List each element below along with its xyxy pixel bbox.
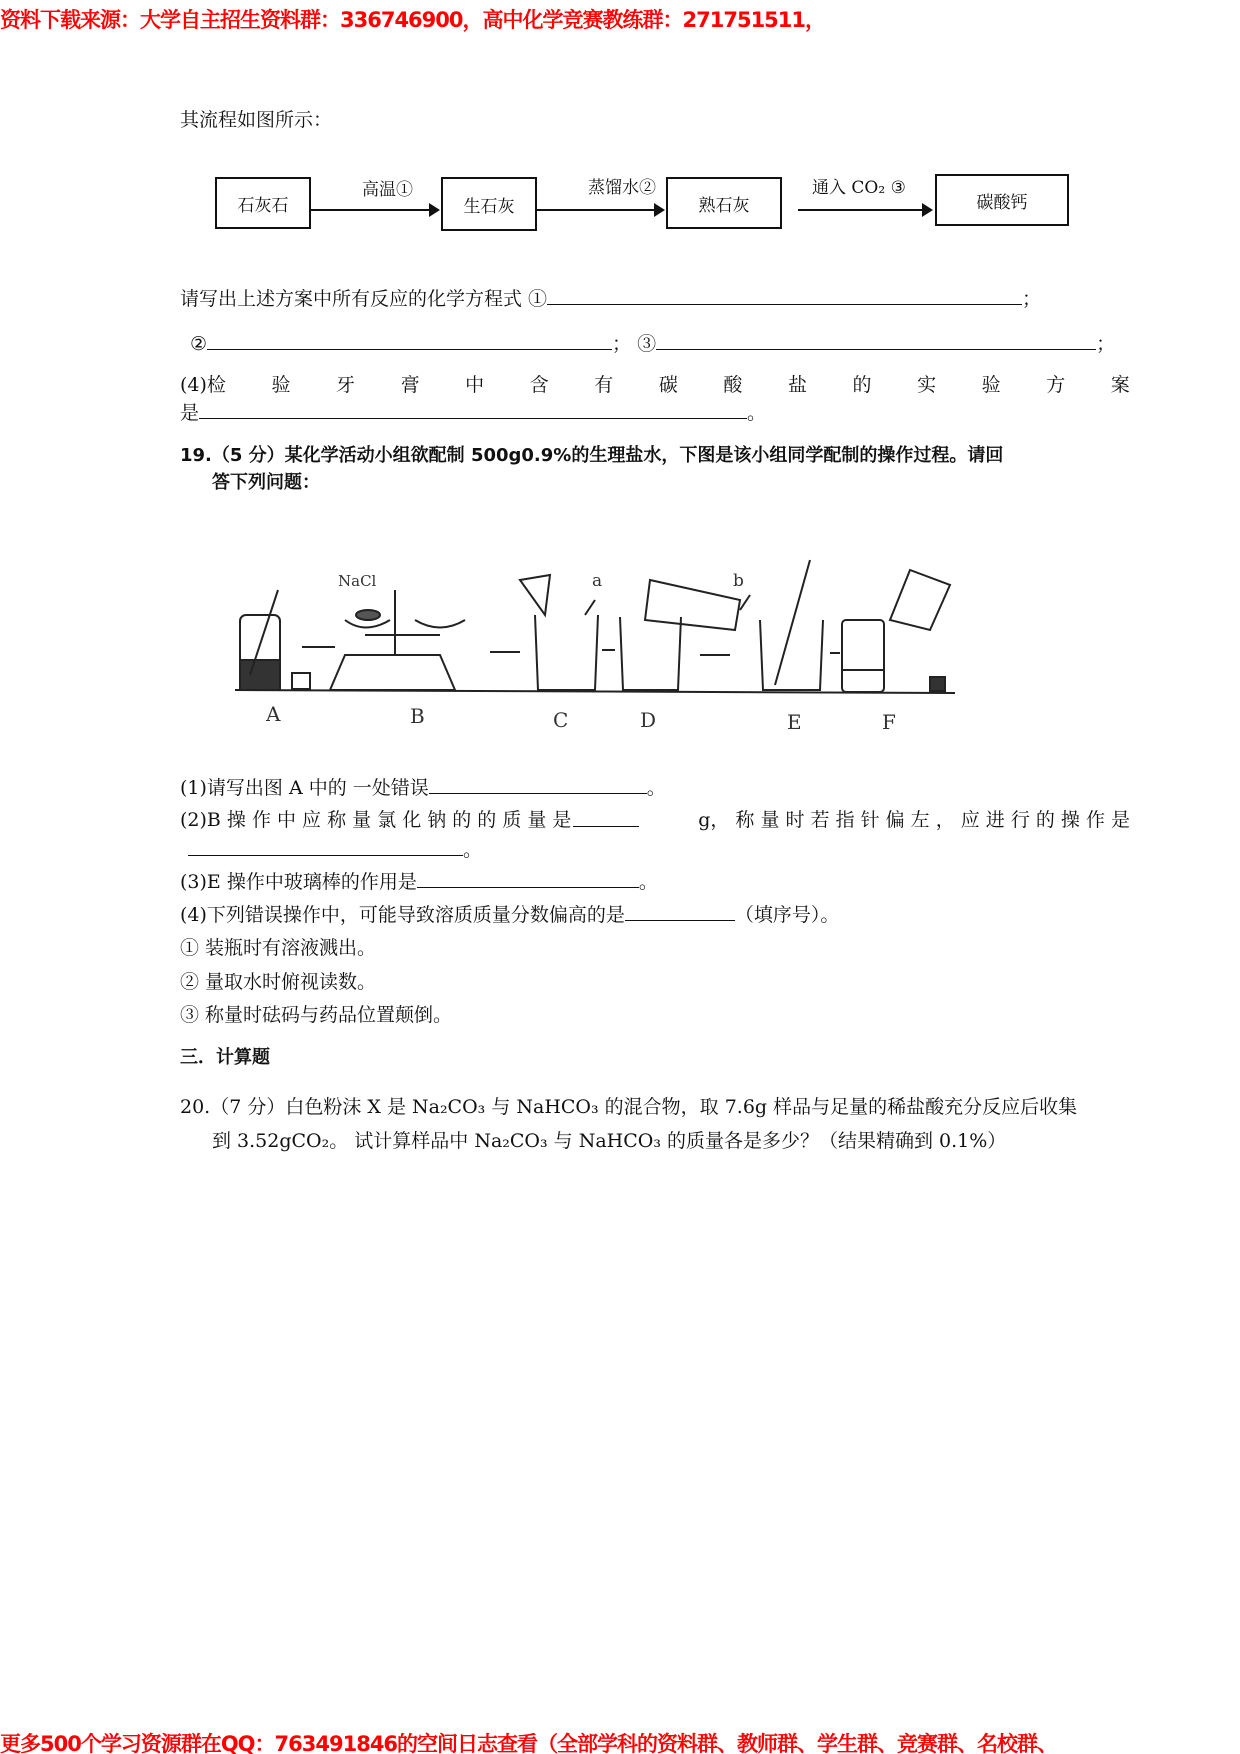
- char: 验: [981, 374, 1001, 396]
- text: 是: [180, 402, 200, 424]
- q19-part3: [180, 869, 658, 894]
- q19-part2-line2: [188, 837, 482, 862]
- text: (4)下列错误操作中，可能导致溶质质量分数偏高的是: [180, 904, 625, 926]
- bottle-F: [842, 570, 950, 692]
- balance-B: [330, 590, 465, 690]
- flow-label-1: 高温①: [362, 180, 413, 200]
- header-banner: 资料下载来源：大学自主招生资料群：336746900，高中化学竞赛教练群：271751511，: [0, 8, 826, 32]
- lab-procedure-figure: [230, 555, 970, 735]
- flow-arrow-3: [798, 209, 931, 211]
- figure-label-C: C: [553, 708, 569, 732]
- char: 验: [271, 374, 291, 396]
- q18-part4-line-2: [180, 400, 766, 425]
- answer-blank-3[interactable]: [656, 331, 1096, 350]
- answer-blank-1[interactable]: [547, 286, 1022, 305]
- separator: ；: [612, 333, 632, 355]
- q19-title: 19.（5 分）某化学活动小组欲配制 500g0.9%的生理盐水，下图是该小组同学配制的操作过程。请回: [180, 445, 1004, 466]
- char: (4)检: [180, 374, 226, 396]
- char: 酸: [723, 374, 743, 396]
- char: 中: [465, 374, 485, 396]
- text: (3)E 操作中玻璃棒的作用是: [180, 871, 417, 893]
- beaker-E: [760, 560, 823, 690]
- q19-part2: [180, 808, 1130, 832]
- beaker-C: [520, 575, 598, 690]
- equations-prompt: 请写出上述方案中所有反应的化学方程式 ①: [180, 288, 548, 310]
- text: 。: [638, 871, 658, 893]
- char: 的: [852, 374, 872, 396]
- option-3: ③ 称量时砝码与药品位置颠倒。: [180, 1004, 453, 1026]
- text: （填序号）。: [734, 904, 840, 926]
- char: 有: [594, 374, 614, 396]
- q20-line1: 20.（7 分）白色粉沫 X 是 Na₂CO₃ 与 NaHCO₃ 的混合物，取 7.6g 样品与足量的稀盐酸充分反应后收集: [180, 1096, 1078, 1118]
- figure-label-E: E: [787, 710, 802, 734]
- text: (1)请写出图 A 中的 一处错误: [180, 777, 429, 799]
- text: g， 称 量 时 若 指 针 偏 左 ， 应 进 行 的 操 作 是: [698, 809, 1130, 831]
- text: 。: [463, 839, 483, 861]
- annotation-a: a: [592, 571, 603, 591]
- flow-box-quicklime: 生石灰: [441, 177, 537, 231]
- mark-2: ②: [190, 333, 208, 355]
- answer-blank[interactable]: [573, 808, 639, 827]
- flow-label-2: 蒸馏水②: [588, 178, 656, 198]
- flow-box-calcium-carbonate: 碳酸钙: [935, 174, 1069, 226]
- answer-blank[interactable]: [429, 775, 647, 794]
- flow-intro: 其流程如图所示：: [180, 109, 333, 131]
- q19-part1: [180, 775, 666, 800]
- answer-blank[interactable]: [417, 869, 639, 888]
- figure-label-F: F: [882, 710, 896, 734]
- q18-equations-line: [180, 286, 1041, 311]
- nacl-annotation: NaCl: [338, 572, 377, 590]
- text: (2)B 操 作 中 应 称 量 氯 化 钠 的 的 质 量 是: [180, 809, 572, 831]
- option-1: ① 装瓶时有溶液溅出。: [180, 937, 377, 959]
- char: 含: [529, 374, 549, 396]
- flow-arrow-2: [536, 209, 663, 211]
- q20-line2: 到 3.52gCO₂。 试计算样品中 Na₂CO₃ 与 NaHCO₃ 的质量各是多少？（结果精确到 0.1%）: [212, 1130, 1007, 1152]
- char: 盐: [787, 374, 807, 396]
- annotation-b: b: [733, 571, 744, 591]
- char: 牙: [336, 374, 356, 396]
- separator: ；: [1096, 333, 1116, 355]
- q18-equations-line-2: [190, 331, 1115, 356]
- option-2: ② 量取水时俯视读数。: [180, 971, 377, 993]
- figure-label-B: B: [410, 704, 425, 728]
- answer-blank-4[interactable]: [199, 400, 747, 419]
- mark-3: ③: [637, 333, 657, 355]
- char: 方: [1046, 374, 1066, 396]
- char: 碳: [658, 374, 678, 396]
- figure-label-D: D: [640, 708, 657, 732]
- char: 膏: [400, 374, 420, 396]
- section-title: 三．计算题: [180, 1047, 270, 1068]
- answer-blank[interactable]: [188, 837, 463, 856]
- flow-box-limestone: 石灰石: [215, 177, 311, 229]
- reagent-bottle-A: [240, 590, 310, 690]
- char: 实: [917, 374, 937, 396]
- separator: ；: [1022, 288, 1042, 310]
- answer-blank-2[interactable]: [207, 331, 612, 350]
- figure-label-A: A: [266, 702, 281, 726]
- flow-arrow-1: [310, 209, 438, 211]
- q18-part4-line: [180, 373, 1130, 397]
- flow-label-3: 通入 CO₂ ③: [812, 178, 906, 198]
- text: 。: [646, 777, 666, 799]
- answer-blank[interactable]: [625, 902, 735, 921]
- q19-title-2: 答下列问题：: [212, 472, 320, 493]
- beaker-D: [620, 580, 750, 690]
- char: 案: [1110, 374, 1130, 396]
- text: 。: [747, 402, 767, 424]
- footer-banner: 更多500个学习资源群在QQ：763491846的空间日志查看（全部学科的资料群、教师群、学生群、竞赛群、名校群、: [0, 1732, 1058, 1754]
- flow-box-slaked-lime: 熟石灰: [666, 177, 782, 229]
- q19-part4: [180, 902, 839, 927]
